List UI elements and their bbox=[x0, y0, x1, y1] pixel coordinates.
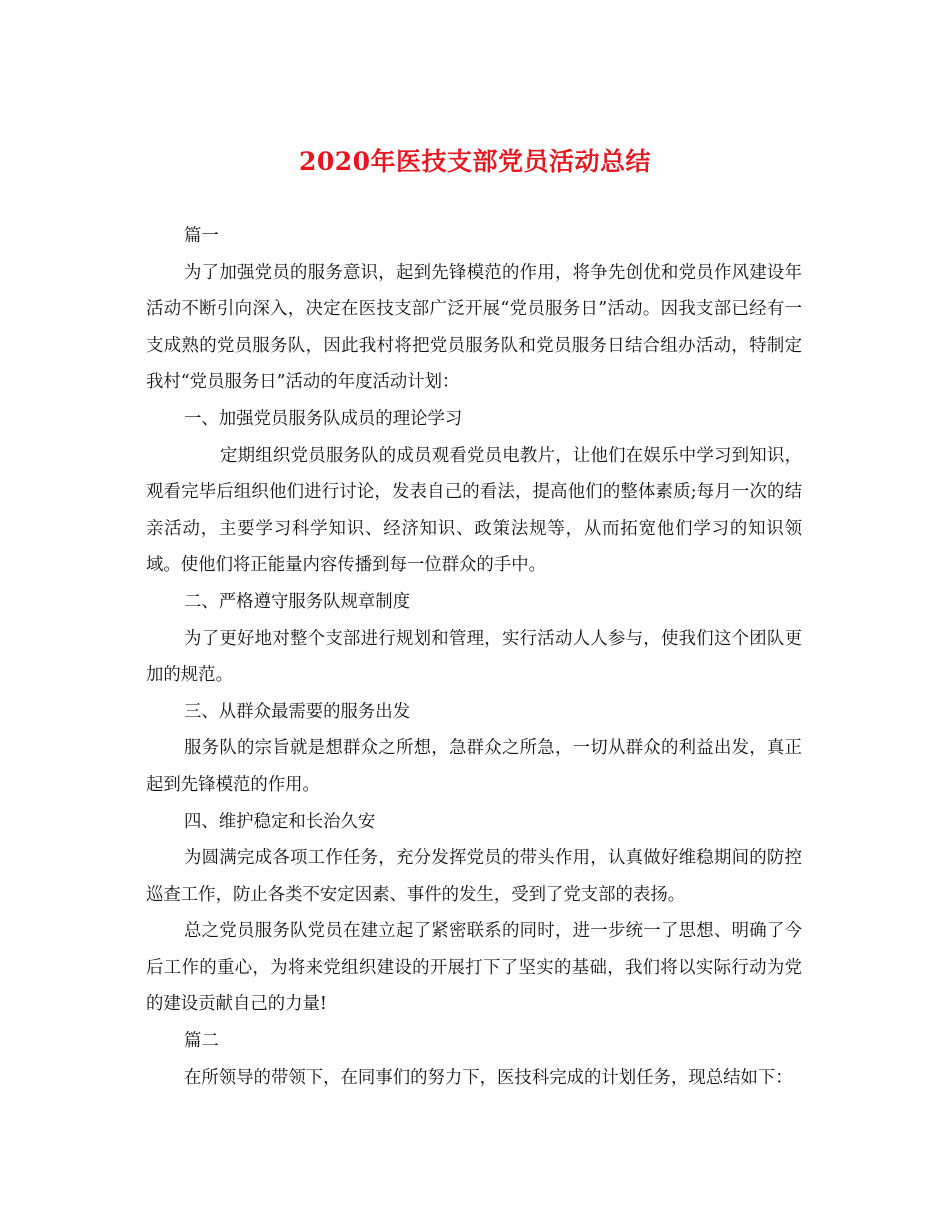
document-body bbox=[146, 218, 802, 1096]
section-heading-one: 一、加强党员服务队成员的理论学习 bbox=[184, 408, 463, 429]
section-heading-two: 二、严格遵守服务队规章制度 bbox=[184, 591, 411, 612]
section-two-paragraph: 为了更好地对整个支部进行规划和管理，实行活动人人参与，使我们这个团队更加的规范。 bbox=[146, 628, 802, 686]
document-title: 2020年医技支部党员活动总结 bbox=[298, 147, 652, 176]
part-two-intro-paragraph: 在所领导的带领下，在同事们的努力下，医技科完成的计划任务，现总结如下： bbox=[184, 1067, 793, 1088]
section-one-paragraph: 定期组织党员服务队的成员观看党员电教片，让他们在娱乐中学习到知识，观看完毕后组织他们进行讨论，发表自己的看法，提高他们的整体素质;每月一次的结亲活动，主要学习科学知识、经济知识、政策法规等，从而拓宽他们学习的知识领域。使他们将正能量内容传播到每一位群众的手中。 bbox=[146, 445, 802, 576]
section-heading-four: 四、维护稳定和长治久安 bbox=[184, 811, 376, 832]
section-three-paragraph: 服务队的宗旨就是想群众之所想，急群众之所急，一切从群众的利益出发，真正起到先锋模范的作用。 bbox=[146, 738, 802, 795]
intro-paragraph: 为了加强党员的服务意识，起到先锋模范的作用，将争先创优和党员作风建设年活动不断引向深入，决定在医技支部广泛开展“党员服务日”活动。因我支部已经有一支成熟的党员服务队，因此我村将把党员服务队和党员服务日结合组办活动，特制定我村“党员服务日”活动的年度活动计划： bbox=[146, 262, 802, 393]
section-heading-part-one: 篇一 bbox=[184, 226, 219, 246]
section-heading-part-two: 篇二 bbox=[184, 1031, 219, 1052]
section-heading-three: 三、从群众最需要的服务出发 bbox=[184, 701, 411, 722]
section-four-paragraph: 为圆满完成各项工作任务，充分发挥党员的带头作用，认真做好维稳期间的防控巡查工作，防止各类不安定因素、事件的发生，受到了党支部的表扬。 bbox=[146, 848, 802, 905]
conclusion-paragraph: 总之党员服务队党员在建立起了紧密联系的同时，进一步统一了思想、明确了今后工作的重心，为将来党组织建设的开展打下了坚实的基础，我们将以实际行动为党的建设贡献自己的力量! bbox=[146, 921, 802, 1015]
